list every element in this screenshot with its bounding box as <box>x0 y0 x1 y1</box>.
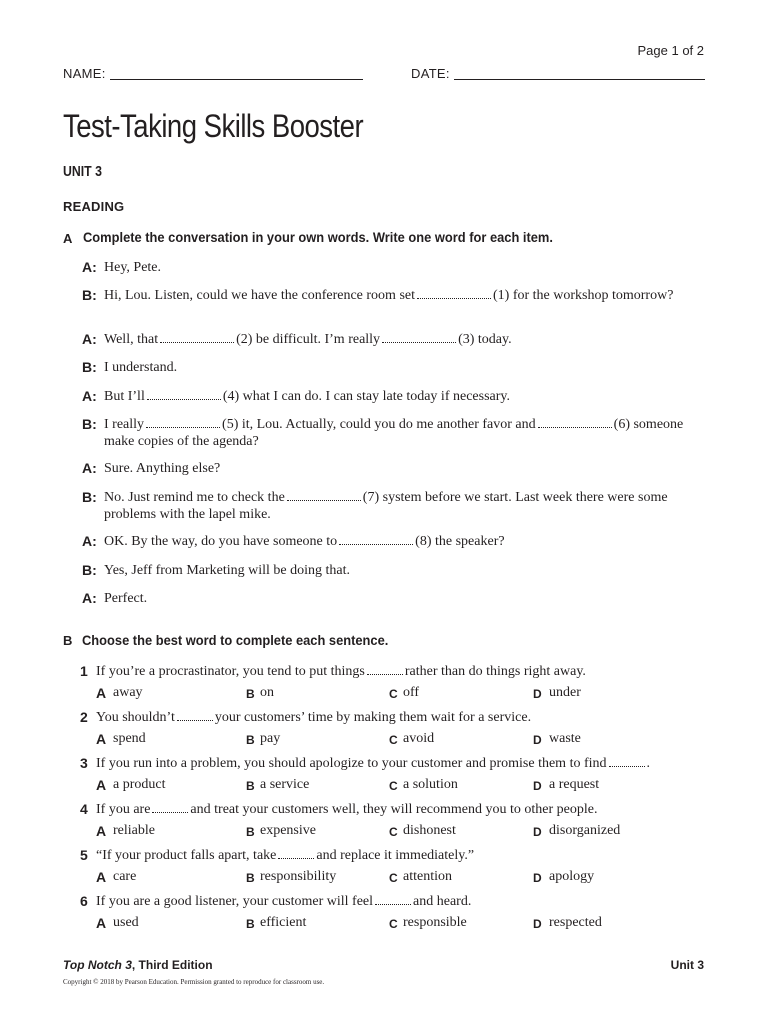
question-text-after: . <box>646 756 651 771</box>
option-letter[interactable]: A <box>96 823 107 839</box>
speaker-label: B: <box>82 359 97 375</box>
answer-blank[interactable] <box>417 287 491 299</box>
option-letter[interactable]: B <box>246 917 255 931</box>
option-letter[interactable]: A <box>96 777 107 793</box>
answer-blank[interactable] <box>538 416 612 428</box>
answer-blank <box>278 847 314 859</box>
dialog-line <box>104 287 694 304</box>
section-heading: READING <box>63 199 125 214</box>
date-label: DATE: <box>411 66 450 81</box>
dialog-text: (7) system before we start. Last week there were some problems with the lapel mike. <box>104 490 668 522</box>
dialog-line <box>104 359 694 376</box>
book-title: Top Notch 3 <box>63 958 132 972</box>
option-text[interactable]: waste <box>549 731 581 746</box>
speaker-label: A: <box>82 331 97 347</box>
book-edition: , Third Edition <box>131 958 213 972</box>
option-text[interactable]: attention <box>403 869 452 884</box>
question-number: 6 <box>80 893 88 909</box>
option-text[interactable]: off <box>403 685 420 700</box>
dialog-text: I really <box>104 417 145 432</box>
answer-blank[interactable] <box>160 331 234 343</box>
question-text <box>96 709 706 726</box>
name-field-line[interactable] <box>110 79 363 80</box>
footer-unit: Unit 3 <box>670 958 704 972</box>
dialog-text: I understand. <box>104 360 178 375</box>
option-letter[interactable]: A <box>96 685 107 701</box>
speaker-label: B: <box>82 562 97 578</box>
part-a-instruction: Complete the conversation in your own words. Write one word for each item. <box>83 229 553 245</box>
dialog-text: (5) it, Lou. Actually, could you do me another favor and <box>222 417 536 432</box>
dialog-text: Well, that <box>104 332 159 347</box>
option-text[interactable]: a solution <box>403 777 458 792</box>
option-text[interactable]: efficient <box>260 915 307 930</box>
dialog-text: (8) the speaker? <box>415 534 505 549</box>
option-letter[interactable]: D <box>533 871 542 885</box>
option-text[interactable]: reliable <box>113 823 155 838</box>
option-text[interactable]: under <box>549 685 581 700</box>
option-text[interactable]: dishonest <box>403 823 456 838</box>
answer-blank <box>177 709 213 721</box>
dialog-line <box>104 460 694 477</box>
option-text[interactable]: respected <box>549 915 602 930</box>
answer-blank[interactable] <box>146 416 220 428</box>
question-text <box>96 847 706 864</box>
question-text-before: If you’re a procrastinator, you tend to put things <box>96 664 365 679</box>
dialog-line <box>104 562 694 579</box>
part-a-letter: A <box>63 231 73 246</box>
speaker-label: B: <box>82 287 97 303</box>
question-text <box>96 663 706 680</box>
question-text-before: You shouldn’t <box>96 710 175 725</box>
option-letter[interactable]: D <box>533 687 542 701</box>
question-text-before: “If your product falls apart, take <box>96 848 277 863</box>
option-letter[interactable]: B <box>246 825 255 839</box>
dialog-text: No. Just remind me to check the <box>104 490 285 505</box>
dialog-line <box>104 489 694 523</box>
question-number: 1 <box>80 663 88 679</box>
speaker-label: A: <box>82 460 97 476</box>
option-text[interactable]: disorganized <box>549 823 621 838</box>
option-letter[interactable]: D <box>533 917 542 931</box>
dialog-text: Sure. Anything else? <box>104 461 221 476</box>
dialog-text: But I’ll <box>104 389 145 404</box>
option-text[interactable]: a request <box>549 777 600 792</box>
question-number: 3 <box>80 755 88 771</box>
copyright: Copyright © 2018 by Pearson Education. Permission granted to reproduce for classroom use. <box>63 978 325 986</box>
part-b-instruction: Choose the best word to complete each sentence. <box>82 632 389 648</box>
option-text[interactable]: expensive <box>260 823 316 838</box>
speaker-label: A: <box>82 533 97 549</box>
question-text-after: your customers’ time by making them wait for a service. <box>214 710 532 725</box>
option-text[interactable]: away <box>113 685 143 700</box>
option-text[interactable]: avoid <box>403 731 435 746</box>
option-letter[interactable]: D <box>533 733 542 747</box>
dialog-text: Yes, Jeff from Marketing will be doing that. <box>104 563 351 578</box>
dialog-text: Hey, Pete. <box>104 260 162 275</box>
answer-blank <box>152 801 188 813</box>
dialog-text: (4) what I can do. I can stay late today if necessary. <box>222 389 510 404</box>
dialog-text: (3) today. <box>458 332 512 347</box>
option-text[interactable]: on <box>260 685 274 700</box>
question-text <box>96 893 706 910</box>
option-text[interactable]: apology <box>549 869 595 884</box>
option-letter[interactable]: C <box>389 733 398 747</box>
speaker-label: A: <box>82 590 97 606</box>
option-letter[interactable]: B <box>246 733 255 747</box>
dialog-line <box>104 331 694 348</box>
option-letter[interactable]: B <box>246 871 255 885</box>
dialog-text: (1) for the workshop tomorrow? <box>493 288 674 303</box>
option-letter[interactable]: C <box>389 917 398 931</box>
speaker-label: B: <box>82 489 97 505</box>
answer-blank <box>367 663 403 675</box>
dialog-line <box>104 388 694 405</box>
answer-blank <box>609 755 645 767</box>
option-text[interactable]: responsibility <box>260 869 337 884</box>
dialog-text: (6) someone make copies of the agenda? <box>104 417 684 449</box>
question-text-after: and treat your customers well, they will recommend you to other people. <box>190 802 598 817</box>
speaker-label: B: <box>82 416 97 432</box>
option-letter[interactable]: D <box>533 825 542 839</box>
dialog-line <box>104 533 694 550</box>
question-number: 2 <box>80 709 88 725</box>
option-letter[interactable]: C <box>389 871 398 885</box>
speaker-label: A: <box>82 388 97 404</box>
question-text-before: If you are <box>96 802 151 817</box>
dialog-line <box>104 590 694 607</box>
answer-blank[interactable] <box>287 489 361 501</box>
option-letter[interactable]: C <box>389 687 398 701</box>
option-text[interactable]: used <box>113 915 139 930</box>
unit-label: UNIT 3 <box>63 163 102 180</box>
dialog-line <box>104 416 694 450</box>
part-b-letter: B <box>63 633 73 648</box>
question-number: 4 <box>80 801 88 817</box>
question-text-after: rather than do things right away. <box>404 664 586 679</box>
dialog-text: (2) be difficult. I’m really <box>236 332 381 347</box>
option-letter[interactable]: A <box>96 869 107 885</box>
option-letter[interactable]: A <box>96 915 107 931</box>
page-title: Test-Taking Skills Booster <box>63 108 364 144</box>
option-text[interactable]: spend <box>113 731 146 746</box>
name-label: NAME: <box>63 66 106 81</box>
question-text-before: If you run into a problem, you should apologize to your customer and promise them to find <box>96 756 607 771</box>
dialog-text: Perfect. <box>104 591 148 606</box>
dialog-text: OK. By the way, do you have someone to <box>104 534 338 549</box>
question-number: 5 <box>80 847 88 863</box>
option-text[interactable]: a product <box>113 777 166 792</box>
option-letter[interactable]: C <box>389 779 398 793</box>
question-text-after: and heard. <box>413 894 472 909</box>
option-letter[interactable]: B <box>246 779 255 793</box>
option-letter[interactable]: B <box>246 687 255 701</box>
option-letter[interactable]: C <box>389 825 398 839</box>
footer-book <box>63 958 213 972</box>
question-text <box>96 801 706 818</box>
answer-blank[interactable] <box>339 533 413 545</box>
answer-blank <box>375 893 411 905</box>
speaker-label: A: <box>82 259 97 275</box>
question-text-after: and replace it immediately.” <box>316 848 475 863</box>
option-letter[interactable]: A <box>96 731 107 747</box>
page-number: Page 1 of 2 <box>637 43 704 58</box>
date-field-line[interactable] <box>454 79 705 80</box>
question-text-before: If you are a good listener, your customer will feel <box>96 894 374 909</box>
dialog-line <box>104 259 694 276</box>
answer-blank[interactable] <box>147 388 221 400</box>
answer-blank[interactable] <box>382 331 456 343</box>
option-letter[interactable]: D <box>533 779 542 793</box>
option-text[interactable]: responsible <box>403 915 467 930</box>
option-text[interactable]: pay <box>260 731 281 746</box>
option-text[interactable]: care <box>113 869 137 884</box>
question-text <box>96 755 706 772</box>
dialog-text: Hi, Lou. Listen, could we have the conference room set <box>104 288 416 303</box>
option-text[interactable]: a service <box>260 777 310 792</box>
